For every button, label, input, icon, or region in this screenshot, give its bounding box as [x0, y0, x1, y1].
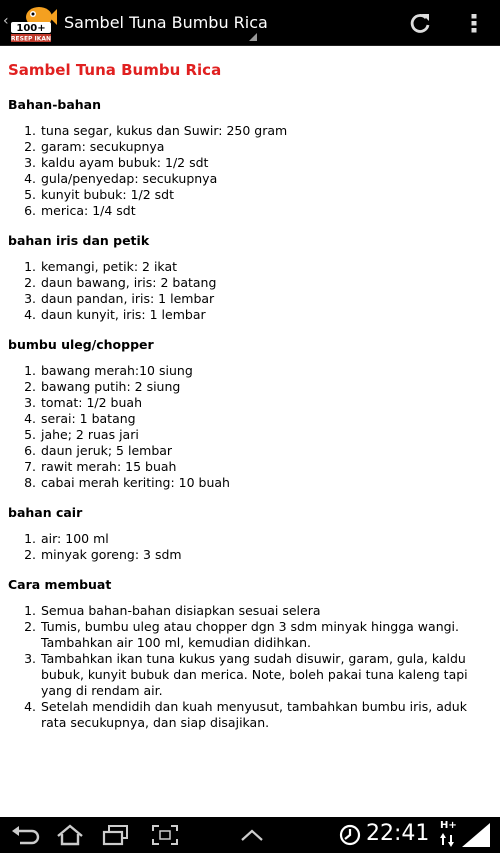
- battery-status-icon: [338, 823, 362, 847]
- refresh-icon[interactable]: [405, 8, 435, 38]
- list-item: 4. Setelah mendidih dan kuah menyusut, tambahkan bumbu iris, aduk rata secukupnya, dan siap disajikan.: [40, 699, 492, 731]
- list-item: 1. tuna segar, kukus dan Suwir: 250 gram: [40, 123, 492, 139]
- list-item: 6. merica: 1/4 sdt: [40, 203, 492, 219]
- list-item: 1. kemangi, petik: 2 ikat: [40, 259, 492, 275]
- network-type-label: H+: [440, 820, 457, 831]
- overflow-menu-icon[interactable]: [459, 8, 489, 38]
- signal-icon: [460, 821, 494, 849]
- list-item: 2. Tumis, bumbu uleg atau chopper dgn 3 sdm minyak hingga wangi. Tambahkan air 100 ml, kemudian didihkan.: [40, 619, 492, 651]
- list-item: 2. daun bawang, iris: 2 batang: [40, 275, 492, 291]
- list-item: 3. kaldu ayam bubuk: 1/2 sdt: [40, 155, 492, 171]
- home-icon[interactable]: [54, 823, 86, 847]
- up-chevron-icon[interactable]: [236, 823, 268, 847]
- list-item: 1. air: 100 ml: [40, 531, 492, 547]
- list-item: 4. gula/penyedap: secukupnya: [40, 171, 492, 187]
- section-heading: Bahan-bahan: [8, 97, 101, 112]
- screenshot-icon[interactable]: [149, 823, 181, 847]
- recipe-title: Sambel Tuna Bumbu Rica: [8, 61, 222, 79]
- list-item: 2. garam: secukupnya: [40, 139, 492, 155]
- system-nav-bar: [0, 817, 500, 853]
- ingredient-list: [8, 363, 492, 491]
- list-item: 2. minyak goreng: 3 sdm: [40, 547, 492, 563]
- list-item: 3. tomat: 1/2 buah: [40, 395, 492, 411]
- ingredient-list: [8, 531, 492, 563]
- list-item: 7. rawit merah: 15 buah: [40, 459, 492, 475]
- logo-text-top: 100+: [16, 23, 46, 34]
- section-heading: bahan iris dan petik: [8, 233, 150, 248]
- list-item: 1. Semua bahan-bahan disiapkan sesuai selera: [40, 603, 492, 619]
- recipe-sections: [8, 97, 492, 731]
- actionbar-title[interactable]: Sambel Tuna Bumbu Rica: [64, 13, 268, 32]
- ingredient-list: [8, 123, 492, 219]
- app-logo-icon[interactable]: [9, 3, 57, 43]
- list-item: 8. cabai merah keriting: 10 buah: [40, 475, 492, 491]
- list-item: 1. bawang merah:10 siung: [40, 363, 492, 379]
- recipe-content[interactable]: [0, 46, 500, 817]
- back-icon[interactable]: [10, 823, 42, 847]
- action-bar: [0, 0, 500, 46]
- recent-apps-icon[interactable]: [100, 823, 132, 847]
- list-item: 2. bawang putih: 2 siung: [40, 379, 492, 395]
- section-heading: Cara membuat: [8, 577, 112, 592]
- list-item: 4. daun kunyit, iris: 1 lembar: [40, 307, 492, 323]
- status-clock: 22:41: [366, 821, 430, 846]
- list-item: 5. jahe; 2 ruas jari: [40, 427, 492, 443]
- ingredient-list: [8, 259, 492, 323]
- spinner-indicator-icon[interactable]: [249, 33, 257, 41]
- up-caret-icon[interactable]: ‹: [3, 13, 9, 29]
- ingredient-list: [8, 603, 492, 731]
- data-activity-icon: [440, 833, 454, 847]
- section-heading: bumbu uleg/chopper: [8, 337, 154, 352]
- section-heading: bahan cair: [8, 505, 83, 520]
- list-item: 4. serai: 1 batang: [40, 411, 492, 427]
- list-item: 5. kunyit bubuk: 1/2 sdt: [40, 187, 492, 203]
- logo-text-bottom: RESEP IKAN: [10, 35, 52, 43]
- list-item: 3. daun pandan, iris: 1 lembar: [40, 291, 492, 307]
- list-item: 3. Tambahkan ikan tuna kukus yang sudah disuwir, garam, gula, kaldu bubuk, kunyit bubuk dan merica. Note, boleh pakai tuna kaleng tapi yang di rendam air.: [40, 651, 492, 699]
- list-item: 6. daun jeruk; 5 lembar: [40, 443, 492, 459]
